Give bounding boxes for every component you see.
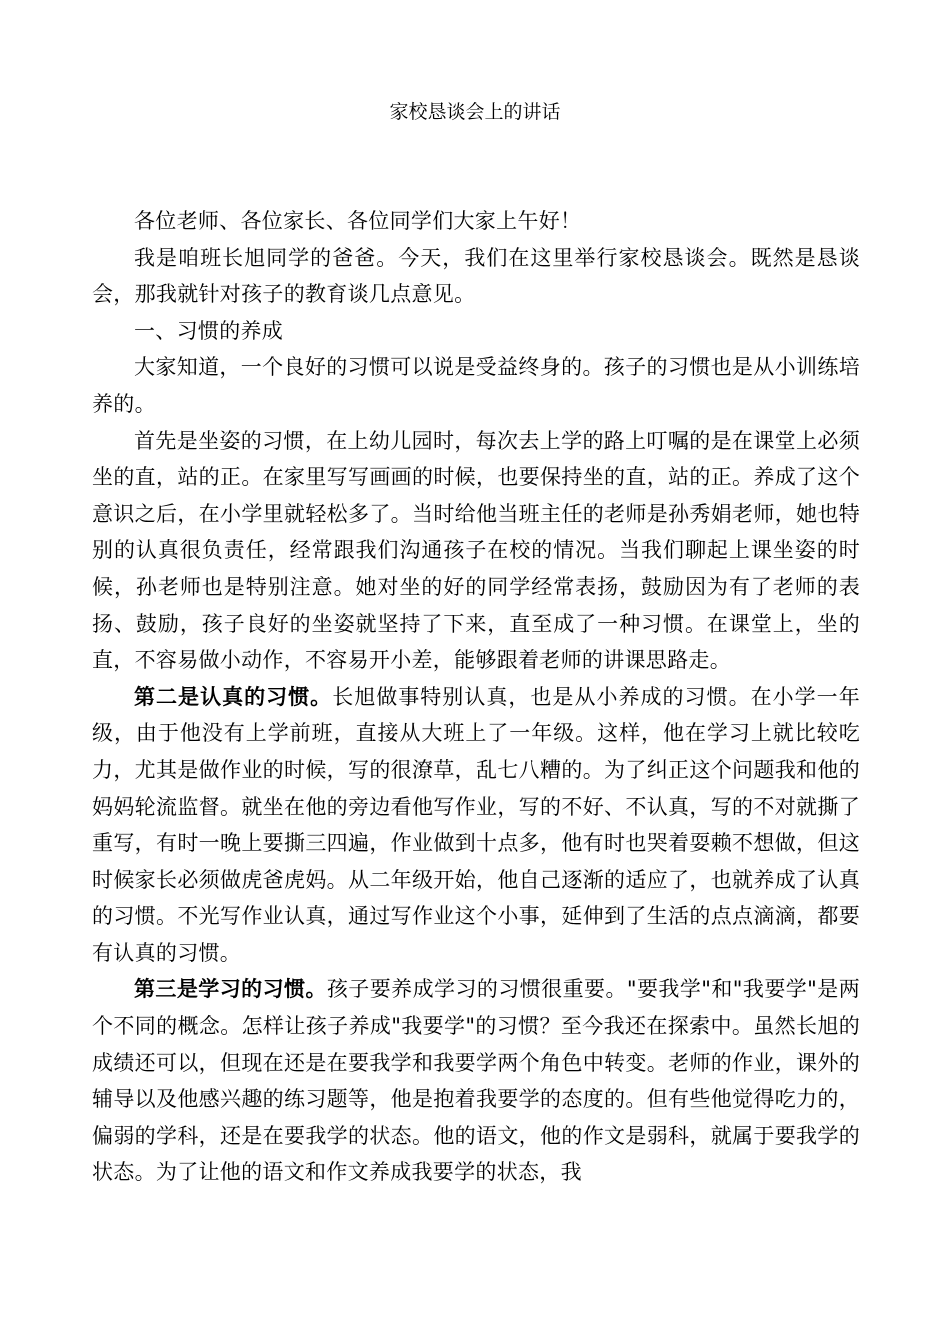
document-body — [92, 203, 860, 1191]
paragraph-posture-habit — [92, 423, 860, 679]
paragraph-lead: 第二是认真的习惯。 — [134, 684, 333, 709]
paragraph-diligence-habit — [92, 679, 860, 972]
paragraph-introduction — [92, 240, 860, 313]
paragraph-lead: 第三是学习的习惯。 — [134, 977, 327, 1002]
paragraph-text: 长旭做事特别认真，也是从小养成的习惯。在小学一年级，由于他没有上学前班，直接从大班上了一年级。这样，他在学习上就比较吃力，尤其是做作业的时候，写的很潦草，乱七八糟的。为了纠正这个问题我和他的妈妈轮流监督。就坐在他的旁边看他写作业，写的不好、不认真，写的不对就撕了重写，有时一晚上要撕三四遍，作业做到十点多，他有时也哭着耍赖不想做，但这时候家长必须做虎爸虎妈。从二年级开始，他自己逐渐的适应了，也就养成了认真的习惯。不光写作业认真，通过写作业这个小事，延伸到了生活的点点滴滴，都要有认真的习惯。 — [92, 684, 860, 965]
paragraph-text: 各位老师、各位家长、各位同学们大家上午好！ — [134, 209, 582, 233]
paragraph-text: 孩子要养成学习的习惯很重要。"要我学"和"我要学"是两个不同的概念。怎样让孩子养成"我要学"的习惯？至今我还在探索中。虽然长旭的成绩还可以，但现在还是在要我学和我要学两个角色中转变。老师的作业，课外的辅导以及他感兴趣的练习题等，他是抱着我要学的态度的。但有些他觉得吃力的，偏弱的学科，还是在要我学的状态。他的语文，他的作文是弱科，就属于要我学的状态。为了让他的语文和作文养成我要学的状态，我 — [92, 977, 860, 1185]
section-heading — [92, 313, 860, 350]
paragraph-habit-intro — [92, 349, 860, 422]
paragraph-greeting — [92, 203, 860, 240]
paragraph-study-habit — [92, 971, 860, 1191]
paragraph-text: 一、习惯的养成 — [134, 318, 284, 343]
paragraph-text: 我是咱班长旭同学的爸爸。今天，我们在这里举行家校恳谈会。既然是恳谈会，那我就针对孩子的教育谈几点意见。 — [92, 245, 860, 307]
paragraph-text: 首先是坐姿的习惯，在上幼儿园时，每次去上学的路上叮嘱的是在课堂上必须坐的直，站的正。在家里写写画画的时候，也要保持坐的直，站的正。养成了这个意识之后，在小学里就轻松多了。当时给他当班主任的老师是孙秀娟老师，她也特别的认真很负责任，经常跟我们沟通孩子在校的情况。当我们聊起上课坐姿的时候，孙老师也是特别注意。她对坐的好的同学经常表扬，鼓励因为有了老师的表扬、鼓励，孩子良好的坐姿就坚持了下来，直至成了一种习惯。在课堂上，坐的直，不容易做小动作，不容易开小差，能够跟着老师的讲课思路走。 — [92, 428, 860, 673]
document-title: 家校恳谈会上的讲话 — [389, 101, 561, 123]
paragraph-text: 大家知道，一个良好的习惯可以说是受益终身的。孩子的习惯也是从小训练培养的。 — [92, 355, 860, 416]
